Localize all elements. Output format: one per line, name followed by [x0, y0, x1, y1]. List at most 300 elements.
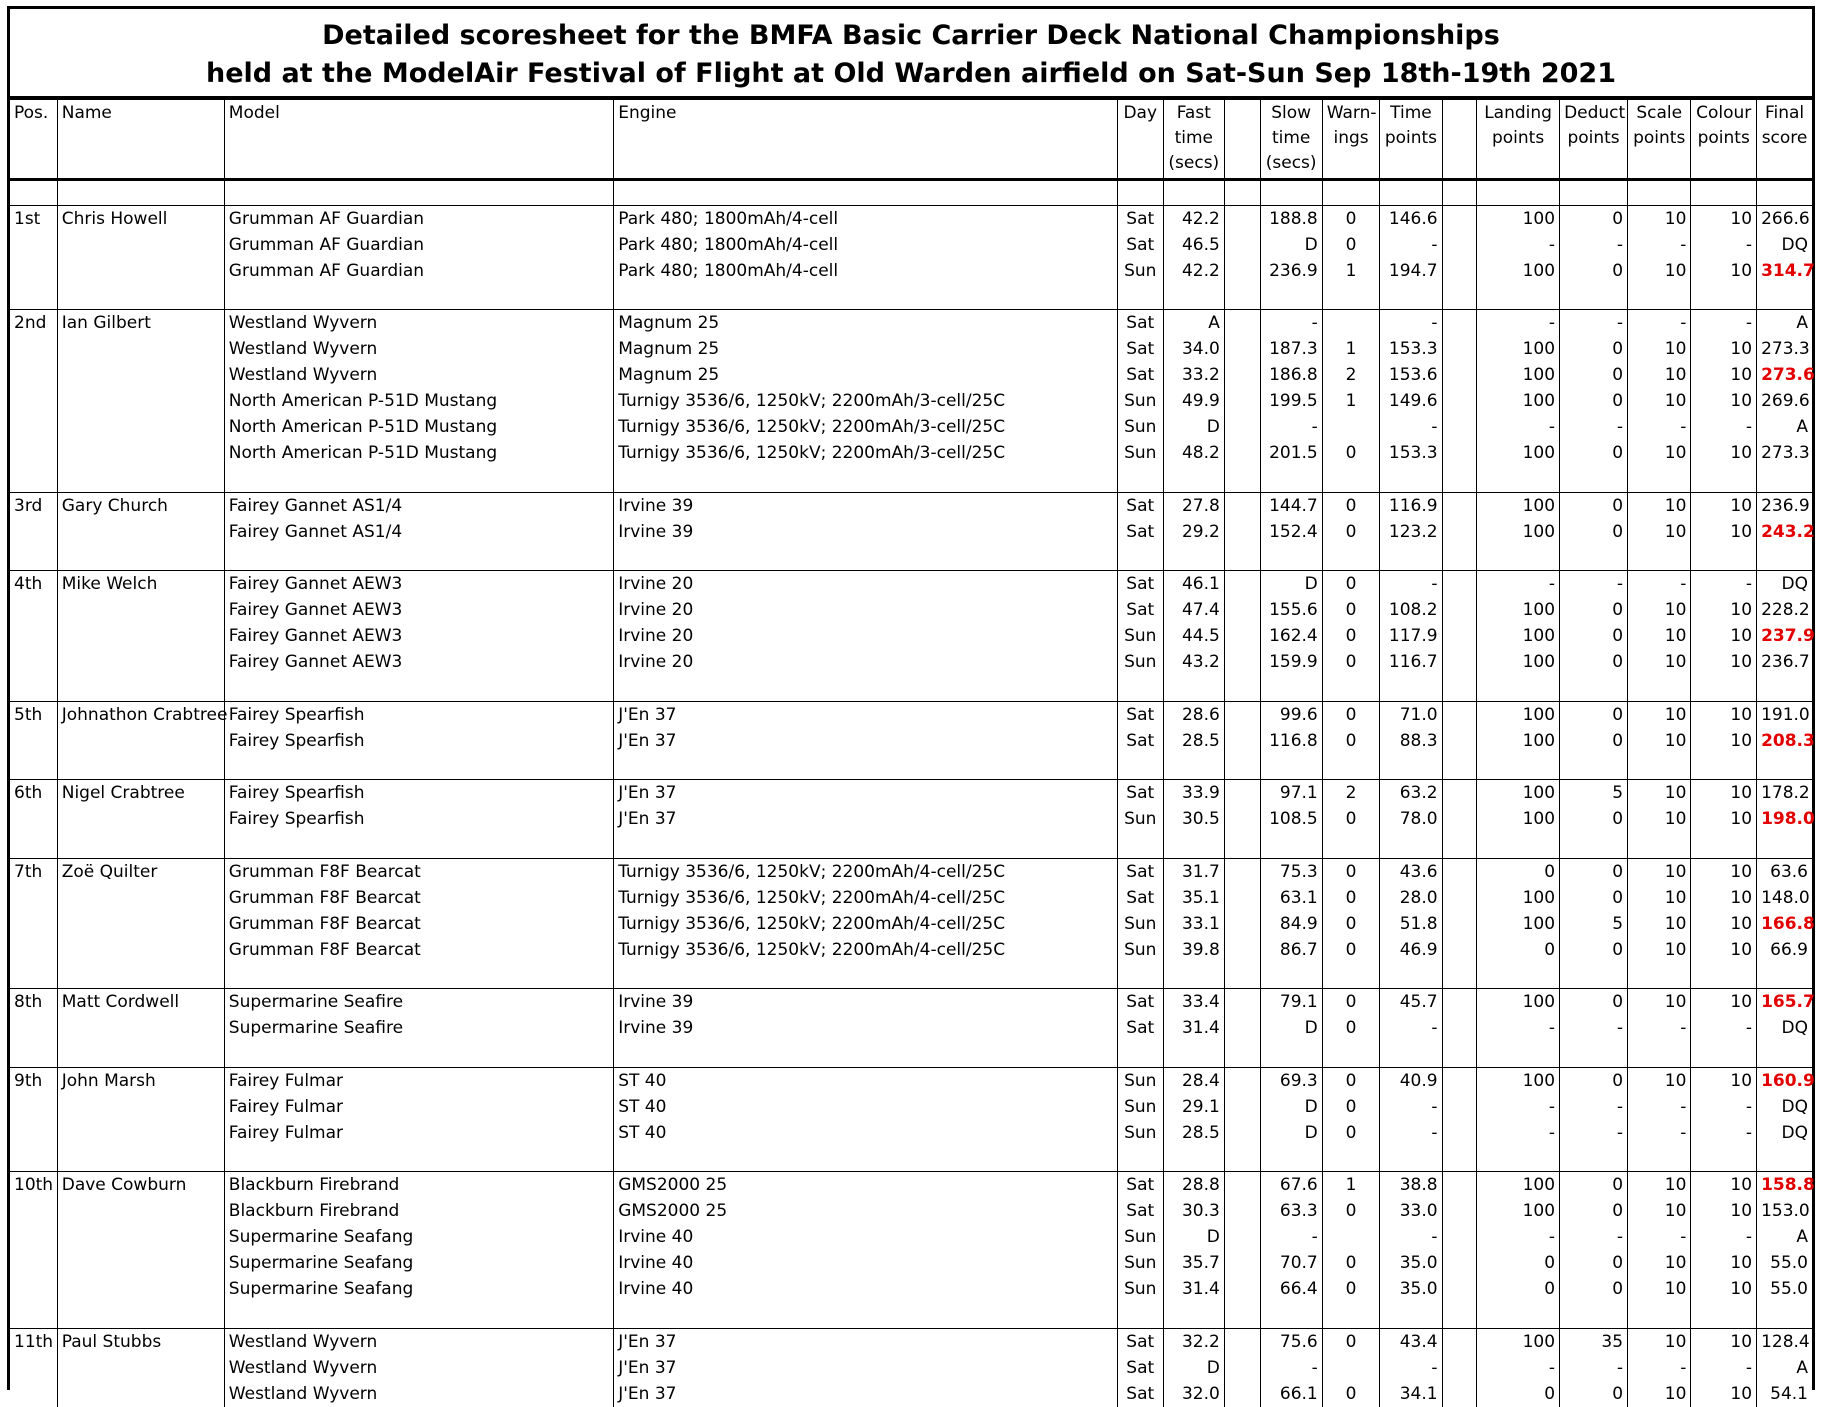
- cell-blank2: [1442, 310, 1477, 337]
- cell-scale: 10: [1628, 937, 1691, 963]
- table-row: [10, 780, 1812, 807]
- cell-blank1: [1224, 597, 1260, 623]
- table-row: [10, 388, 1812, 414]
- title-line-2: held at the ModelAir Festival of Flight at Old Warden airfield on Sat-Sun Sep 18th-19th 2021: [206, 58, 1616, 89]
- cell-scale: -: [1628, 571, 1691, 598]
- cell-day: Sat: [1117, 336, 1163, 362]
- cell-colour: 10: [1691, 597, 1757, 623]
- cell-timepts: -: [1380, 310, 1442, 337]
- cell-day: Sun: [1117, 440, 1163, 466]
- cell-deduct: 0: [1560, 728, 1628, 754]
- scoresheet: [7, 6, 1815, 1404]
- cell-warnings: 0: [1322, 492, 1380, 519]
- header-colour: Colour points: [1691, 100, 1757, 179]
- cell-fast: 42.2: [1163, 258, 1224, 284]
- spacer-cell: [1224, 963, 1260, 989]
- spacer-cell: [614, 754, 1117, 780]
- spacer-cell: [1442, 1041, 1477, 1067]
- cell-scale: -: [1628, 1094, 1691, 1120]
- spacer-cell: [1628, 675, 1691, 701]
- spacer-cell: [1628, 1146, 1691, 1172]
- spacer-cell: [1442, 675, 1477, 701]
- cell-landing: 100: [1477, 362, 1560, 388]
- cell-blank1: [1224, 1224, 1260, 1250]
- spacer-cell: [1477, 675, 1560, 701]
- spacer-cell: [1757, 963, 1812, 989]
- spacer-cell: [614, 545, 1117, 571]
- cell-colour: 10: [1691, 492, 1757, 519]
- cell-pos: [10, 1015, 57, 1041]
- cell-fast: 47.4: [1163, 597, 1224, 623]
- cell-timepts: 146.6: [1380, 205, 1442, 232]
- spacer-cell: [1322, 675, 1380, 701]
- cell-blank2: [1442, 937, 1477, 963]
- cell-fast: 29.2: [1163, 519, 1224, 545]
- cell-pos: [10, 1355, 57, 1381]
- cell-final: 273.3: [1757, 336, 1812, 362]
- cell-colour: 10: [1691, 1198, 1757, 1224]
- spacer-cell: [1380, 466, 1442, 492]
- cell-blank2: [1442, 1198, 1477, 1224]
- cell-deduct: 0: [1560, 205, 1628, 232]
- cell-final: 160.9: [1757, 1067, 1812, 1094]
- cell-slow: -: [1260, 310, 1322, 337]
- cell-blank2: [1442, 780, 1477, 807]
- header-fast: Fast time (secs): [1163, 100, 1224, 179]
- cell-slow: 116.8: [1260, 728, 1322, 754]
- cell-pos: [10, 232, 57, 258]
- cell-engine: ST 40: [614, 1120, 1117, 1146]
- cell-fast: 28.5: [1163, 1120, 1224, 1146]
- cell-blank2: [1442, 597, 1477, 623]
- cell-day: Sat: [1117, 205, 1163, 232]
- spacer-cell: [1380, 675, 1442, 701]
- cell-deduct: 0: [1560, 885, 1628, 911]
- cell-blank2: [1442, 1381, 1477, 1407]
- cell-timepts: 149.6: [1380, 388, 1442, 414]
- cell-blank1: [1224, 205, 1260, 232]
- cell-day: Sat: [1117, 1381, 1163, 1407]
- header-warnings: Warn-ings: [1322, 100, 1380, 179]
- cell-final: 198.0: [1757, 806, 1812, 832]
- spacer-cell: [1628, 284, 1691, 310]
- cell-fast: 28.8: [1163, 1172, 1224, 1199]
- cell-colour: 10: [1691, 911, 1757, 937]
- cell-warnings: 0: [1322, 1067, 1380, 1094]
- cell-engine: J'En 37: [614, 806, 1117, 832]
- spacer-cell: [1163, 963, 1224, 989]
- cell-engine: Irvine 39: [614, 989, 1117, 1016]
- cell-blank1: [1224, 1015, 1260, 1041]
- spacer-cell: [1477, 1146, 1560, 1172]
- cell-model: Fairey Gannet AEW3: [224, 597, 613, 623]
- spacer-cell: [1442, 545, 1477, 571]
- cell-pos: 6th: [10, 780, 57, 807]
- cell-blank1: [1224, 232, 1260, 258]
- spacer-cell: [1628, 832, 1691, 858]
- cell-deduct: -: [1560, 1355, 1628, 1381]
- spacer-cell: [1224, 284, 1260, 310]
- cell-landing: -: [1477, 1094, 1560, 1120]
- cell-colour: 10: [1691, 937, 1757, 963]
- cell-warnings: 1: [1322, 336, 1380, 362]
- spacer-cell: [224, 179, 613, 205]
- spacer-cell: [1260, 1146, 1322, 1172]
- cell-scale: 10: [1628, 701, 1691, 728]
- spacer-cell: [10, 1041, 57, 1067]
- header-blank1: [1224, 100, 1260, 179]
- cell-slow: 186.8: [1260, 362, 1322, 388]
- spacer-cell: [1380, 179, 1442, 205]
- cell-warnings: 0: [1322, 1250, 1380, 1276]
- cell-colour: -: [1691, 310, 1757, 337]
- cell-landing: 100: [1477, 701, 1560, 728]
- cell-timepts: 40.9: [1380, 1067, 1442, 1094]
- header-name: Name: [57, 100, 224, 179]
- cell-blank1: [1224, 336, 1260, 362]
- table-row: [10, 623, 1812, 649]
- cell-engine: Irvine 20: [614, 649, 1117, 675]
- cell-engine: Turnigy 3536/6, 1250kV; 2200mAh/3-cell/25C: [614, 388, 1117, 414]
- spacer-cell: [1442, 754, 1477, 780]
- cell-timepts: 116.7: [1380, 649, 1442, 675]
- cell-colour: 10: [1691, 440, 1757, 466]
- cell-fast: 33.1: [1163, 911, 1224, 937]
- spacer-cell: [1560, 466, 1628, 492]
- cell-scale: 10: [1628, 492, 1691, 519]
- cell-model: Supermarine Seafire: [224, 1015, 613, 1041]
- cell-blank2: [1442, 1094, 1477, 1120]
- cell-name: [57, 388, 224, 414]
- cell-slow: 63.1: [1260, 885, 1322, 911]
- cell-scale: -: [1628, 1355, 1691, 1381]
- cell-landing: 100: [1477, 806, 1560, 832]
- cell-warnings: 0: [1322, 519, 1380, 545]
- cell-landing: 100: [1477, 911, 1560, 937]
- cell-blank2: [1442, 205, 1477, 232]
- cell-name: [57, 806, 224, 832]
- cell-colour: 10: [1691, 1172, 1757, 1199]
- cell-colour: 10: [1691, 989, 1757, 1016]
- cell-pos: [10, 440, 57, 466]
- table-row: [10, 1172, 1812, 1199]
- cell-deduct: 0: [1560, 1381, 1628, 1407]
- cell-engine: Irvine 20: [614, 571, 1117, 598]
- cell-model: Fairey Gannet AS1/4: [224, 519, 613, 545]
- cell-name: John Marsh: [57, 1067, 224, 1094]
- cell-blank1: [1224, 1198, 1260, 1224]
- cell-day: Sun: [1117, 649, 1163, 675]
- spacer-cell: [1628, 179, 1691, 205]
- cell-day: Sat: [1117, 858, 1163, 885]
- cell-final: A: [1757, 1355, 1812, 1381]
- spacer-cell: [10, 466, 57, 492]
- spacer-cell: [614, 179, 1117, 205]
- cell-blank1: [1224, 885, 1260, 911]
- cell-fast: 29.1: [1163, 1094, 1224, 1120]
- cell-deduct: 0: [1560, 806, 1628, 832]
- cell-scale: 10: [1628, 649, 1691, 675]
- cell-name: [57, 414, 224, 440]
- cell-final: 128.4: [1757, 1328, 1812, 1355]
- spacer-cell: [1477, 832, 1560, 858]
- cell-model: Supermarine Seafang: [224, 1250, 613, 1276]
- cell-landing: 100: [1477, 205, 1560, 232]
- cell-timepts: -: [1380, 1015, 1442, 1041]
- cell-landing: 100: [1477, 728, 1560, 754]
- cell-final: 266.6: [1757, 205, 1812, 232]
- cell-deduct: 0: [1560, 1198, 1628, 1224]
- cell-scale: 10: [1628, 1381, 1691, 1407]
- cell-blank1: [1224, 701, 1260, 728]
- cell-warnings: 0: [1322, 1094, 1380, 1120]
- cell-pos: [10, 1250, 57, 1276]
- cell-warnings: 0: [1322, 1381, 1380, 1407]
- cell-blank2: [1442, 1067, 1477, 1094]
- cell-blank1: [1224, 780, 1260, 807]
- cell-warnings: 1: [1322, 258, 1380, 284]
- cell-final: A: [1757, 1224, 1812, 1250]
- spacer-cell: [1322, 284, 1380, 310]
- cell-day: Sat: [1117, 1172, 1163, 1199]
- cell-deduct: 0: [1560, 492, 1628, 519]
- cell-day: Sat: [1117, 780, 1163, 807]
- cell-blank1: [1224, 1120, 1260, 1146]
- cell-blank2: [1442, 1328, 1477, 1355]
- cell-timepts: 116.9: [1380, 492, 1442, 519]
- cell-landing: 100: [1477, 1328, 1560, 1355]
- spacer-cell: [1260, 963, 1322, 989]
- cell-colour: 10: [1691, 388, 1757, 414]
- spacer-cell: [1442, 179, 1477, 205]
- cell-day: Sat: [1117, 1328, 1163, 1355]
- cell-model: Westland Wyvern: [224, 1328, 613, 1355]
- cell-day: Sun: [1117, 414, 1163, 440]
- cell-engine: GMS2000 25: [614, 1198, 1117, 1224]
- spacer-cell: [1260, 284, 1322, 310]
- spacer-cell: [224, 963, 613, 989]
- table-row: [10, 258, 1812, 284]
- cell-model: Westland Wyvern: [224, 362, 613, 388]
- cell-slow: D: [1260, 232, 1322, 258]
- cell-landing: -: [1477, 1355, 1560, 1381]
- cell-model: Fairey Gannet AEW3: [224, 571, 613, 598]
- spacer-cell: [224, 284, 613, 310]
- cell-deduct: 0: [1560, 336, 1628, 362]
- cell-warnings: [1322, 1224, 1380, 1250]
- cell-final: 158.8: [1757, 1172, 1812, 1199]
- cell-pos: [10, 597, 57, 623]
- cell-colour: -: [1691, 1120, 1757, 1146]
- cell-scale: 10: [1628, 1276, 1691, 1302]
- cell-colour: -: [1691, 232, 1757, 258]
- cell-scale: 10: [1628, 728, 1691, 754]
- cell-scale: -: [1628, 310, 1691, 337]
- spacer-cell: [1477, 545, 1560, 571]
- cell-day: Sun: [1117, 937, 1163, 963]
- cell-warnings: 0: [1322, 440, 1380, 466]
- spacer-cell: [1560, 545, 1628, 571]
- cell-colour: 10: [1691, 858, 1757, 885]
- cell-blank2: [1442, 492, 1477, 519]
- cell-name: Chris Howell: [57, 205, 224, 232]
- cell-pos: 9th: [10, 1067, 57, 1094]
- spacer-cell: [1560, 832, 1628, 858]
- cell-pos: 3rd: [10, 492, 57, 519]
- cell-warnings: 2: [1322, 780, 1380, 807]
- cell-pos: [10, 336, 57, 362]
- cell-engine: ST 40: [614, 1094, 1117, 1120]
- cell-blank1: [1224, 362, 1260, 388]
- spacer-cell: [1757, 545, 1812, 571]
- title-block: [10, 9, 1812, 100]
- spacer-row: [10, 284, 1812, 310]
- cell-landing: -: [1477, 1015, 1560, 1041]
- cell-fast: D: [1163, 1355, 1224, 1381]
- cell-day: Sun: [1117, 1224, 1163, 1250]
- cell-slow: 187.3: [1260, 336, 1322, 362]
- cell-landing: -: [1477, 571, 1560, 598]
- cell-warnings: 0: [1322, 571, 1380, 598]
- cell-name: [57, 911, 224, 937]
- cell-name: [57, 336, 224, 362]
- table-row: [10, 414, 1812, 440]
- cell-fast: 32.0: [1163, 1381, 1224, 1407]
- cell-fast: 35.7: [1163, 1250, 1224, 1276]
- cell-final: DQ: [1757, 1094, 1812, 1120]
- cell-blank1: [1224, 806, 1260, 832]
- spacer-cell: [1560, 179, 1628, 205]
- cell-slow: 70.7: [1260, 1250, 1322, 1276]
- cell-pos: [10, 937, 57, 963]
- cell-name: Zoë Quilter: [57, 858, 224, 885]
- cell-name: [57, 1276, 224, 1302]
- cell-name: [57, 597, 224, 623]
- spacer-cell: [1628, 963, 1691, 989]
- cell-blank2: [1442, 362, 1477, 388]
- cell-warnings: 0: [1322, 623, 1380, 649]
- spacer-cell: [1260, 545, 1322, 571]
- spacer-row: [10, 963, 1812, 989]
- cell-blank2: [1442, 336, 1477, 362]
- cell-timepts: 123.2: [1380, 519, 1442, 545]
- cell-pos: [10, 623, 57, 649]
- spacer-row: [10, 675, 1812, 701]
- cell-model: Grumman AF Guardian: [224, 232, 613, 258]
- spacer-cell: [1260, 754, 1322, 780]
- cell-warnings: 0: [1322, 205, 1380, 232]
- table-row: [10, 571, 1812, 598]
- table-row: [10, 649, 1812, 675]
- cell-slow: 86.7: [1260, 937, 1322, 963]
- cell-pos: 7th: [10, 858, 57, 885]
- cell-slow: 75.6: [1260, 1328, 1322, 1355]
- cell-engine: Irvine 39: [614, 519, 1117, 545]
- cell-warnings: 0: [1322, 1276, 1380, 1302]
- cell-engine: J'En 37: [614, 728, 1117, 754]
- cell-slow: 69.3: [1260, 1067, 1322, 1094]
- cell-pos: [10, 388, 57, 414]
- spacer-cell: [1691, 1302, 1757, 1328]
- cell-timepts: 43.6: [1380, 858, 1442, 885]
- cell-engine: Irvine 40: [614, 1276, 1117, 1302]
- cell-final: 269.6: [1757, 388, 1812, 414]
- cell-colour: -: [1691, 571, 1757, 598]
- cell-blank1: [1224, 1381, 1260, 1407]
- cell-final: 208.3: [1757, 728, 1812, 754]
- cell-final: 55.0: [1757, 1276, 1812, 1302]
- cell-final: 165.7: [1757, 989, 1812, 1016]
- cell-blank1: [1224, 571, 1260, 598]
- cell-model: Westland Wyvern: [224, 1381, 613, 1407]
- cell-deduct: -: [1560, 1120, 1628, 1146]
- spacer-cell: [1691, 545, 1757, 571]
- cell-landing: 100: [1477, 492, 1560, 519]
- cell-final: 191.0: [1757, 701, 1812, 728]
- cell-pos: [10, 258, 57, 284]
- cell-pos: [10, 414, 57, 440]
- cell-name: [57, 362, 224, 388]
- header-slow: Slow time (secs): [1260, 100, 1322, 179]
- cell-day: Sat: [1117, 989, 1163, 1016]
- cell-blank2: [1442, 1120, 1477, 1146]
- cell-name: [57, 519, 224, 545]
- cell-warnings: [1322, 310, 1380, 337]
- cell-engine: Irvine 20: [614, 597, 1117, 623]
- table-row: [10, 885, 1812, 911]
- spacer-cell: [1322, 1146, 1380, 1172]
- spacer-cell: [1380, 1041, 1442, 1067]
- cell-model: Supermarine Seafire: [224, 989, 613, 1016]
- cell-blank2: [1442, 701, 1477, 728]
- cell-slow: 66.4: [1260, 1276, 1322, 1302]
- cell-warnings: 0: [1322, 858, 1380, 885]
- cell-scale: -: [1628, 1015, 1691, 1041]
- spacer-cell: [224, 832, 613, 858]
- cell-day: Sun: [1117, 388, 1163, 414]
- spacer-cell: [1477, 1041, 1560, 1067]
- spacer-cell: [1380, 963, 1442, 989]
- spacer-cell: [614, 675, 1117, 701]
- cell-timepts: -: [1380, 1355, 1442, 1381]
- spacer-cell: [1117, 284, 1163, 310]
- cell-fast: 49.9: [1163, 388, 1224, 414]
- cell-fast: 42.2: [1163, 205, 1224, 232]
- cell-landing: -: [1477, 414, 1560, 440]
- cell-final: 66.9: [1757, 937, 1812, 963]
- spacer-cell: [1163, 284, 1224, 310]
- cell-final: A: [1757, 310, 1812, 337]
- cell-engine: Irvine 39: [614, 1015, 1117, 1041]
- cell-model: Fairey Gannet AS1/4: [224, 492, 613, 519]
- table-row: [10, 989, 1812, 1016]
- cell-final: 237.9: [1757, 623, 1812, 649]
- cell-final: 178.2: [1757, 780, 1812, 807]
- cell-slow: 144.7: [1260, 492, 1322, 519]
- cell-timepts: -: [1380, 414, 1442, 440]
- cell-day: Sun: [1117, 1276, 1163, 1302]
- cell-blank1: [1224, 414, 1260, 440]
- cell-pos: [10, 1276, 57, 1302]
- cell-blank2: [1442, 806, 1477, 832]
- table-row: [10, 310, 1812, 337]
- spacer-cell: [1380, 1146, 1442, 1172]
- spacer-cell: [1163, 754, 1224, 780]
- cell-name: [57, 258, 224, 284]
- cell-name: Mike Welch: [57, 571, 224, 598]
- cell-day: Sat: [1117, 232, 1163, 258]
- cell-model: Westland Wyvern: [224, 336, 613, 362]
